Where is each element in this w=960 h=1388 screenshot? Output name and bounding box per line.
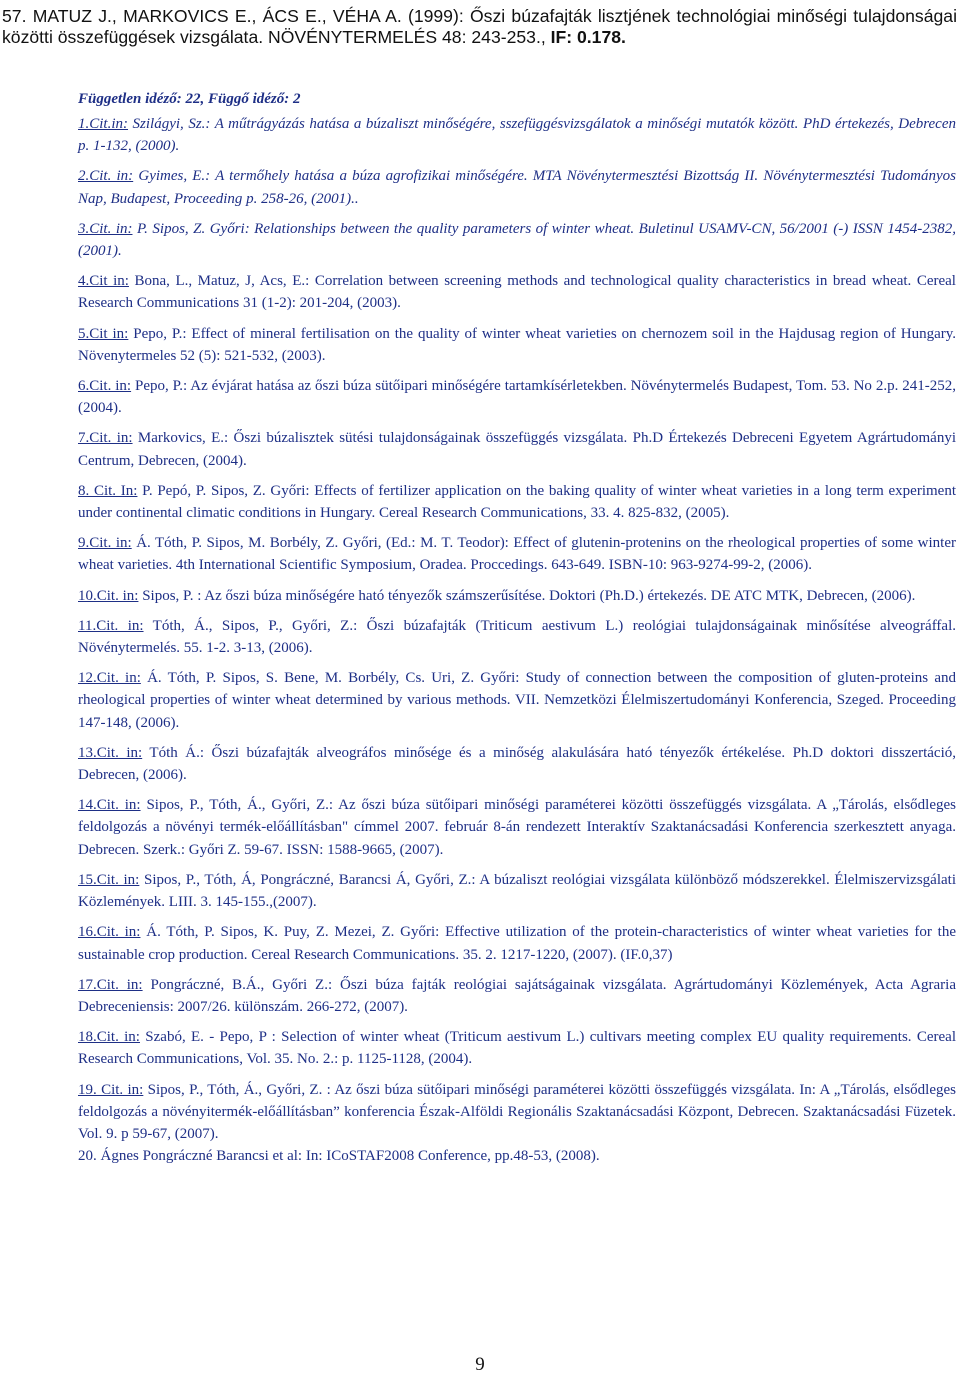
citation-text: Sipos, P., Tóth, Á., Győri, Z.: Az őszi búza sütőipari minőségi paraméterei közötti összefüggés vizsgálata. A „Tárolás, elsődleges feldolgozás a növényi termék-előállításban" címmel 2007. február 8-án rendezett Interaktív Szaktanácsadási Konferencia szerkesztett anyaga. Debrecen. Szerk.: Győri Z. 59-67. ISSN: 1588-9665, (2007). <box>78 797 956 858</box>
citation-label: 18.Cit. in: <box>78 1029 140 1046</box>
citation-item-3 <box>78 218 956 262</box>
citation-label: 6.Cit. in: <box>78 378 132 395</box>
independent-citations-count: Független idéző: 22, Függő idéző: 2 <box>78 91 301 107</box>
citation-text: Á. Tóth, P. Sipos, M. Borbély, Z. Győri, (Ed.: M. T. Teodor): Effect of glutenin-protenins on the rheological properties of some winter wheat varieties. 4th International Scientific Symposium, Oradea. Proccedings. 643-649. ISBN-10: 963-9274-99-2, (2006). <box>78 535 956 574</box>
citation-label: 12.Cit. in: <box>78 670 141 687</box>
citation-text: Pongráczné, B.Á., Győri Z.: Őszi búza fajták reológiai sajátságainak vizsgálata. Agrártudományi Közlemények, Acta Agraria Debreceniensis: 2007/26. különszám. 266-272, (2007). <box>78 976 956 1015</box>
impact-factor: IF: 0.178. <box>550 27 626 47</box>
citation-item-5 <box>78 323 956 367</box>
citation-label: 10.Cit. in: <box>78 587 139 604</box>
citation-text: P. Pepó, P. Sipos, Z. Győri: Effects of fertilizer application on the baking quality of winter wheat varieties in a long term experiment under continental climatic conditions in Hungary. Cereal Research Communications, 33. 4. 825-832, (2005). <box>78 482 956 522</box>
citation-text: Szabó, E. - Pepo, P : Selection of winter wheat (Triticum aestivum L.) cultivars meeting complex EU quality requirements. Cereal Research Communications, Vol. 35. No. 2.: p. 1125-1128, (2004). <box>78 1029 956 1068</box>
citation-label: 9.Cit. in: <box>78 535 132 552</box>
citation-item-9 <box>78 532 956 576</box>
citation-text: Markovics, E.: Őszi búzalisztek sütési tulajdonságainak összefüggés vizsgálata. Ph.D Értekezés Debreceni Egyetem Agrártudományi Centrum, Debrecen, (2004). <box>78 430 956 469</box>
citation-label: 4.Cit in: <box>78 273 129 290</box>
citation-text: Sipos, P. : Az őszi búza minőségére ható tényezők számszerűsítése. Doktori (Ph.D.) értekezés. DE ATC MTK, Debrecen, (2006). <box>138 587 916 604</box>
citation-text: Tóth, Á., Sipos, P., Győri, Z.: Őszi búzafajták (Triticum aestivum L.) reológiai tulajdonságainak minősítése alveográffal. Növénytermelés. 55. 1-2. 3-13, (2006). <box>78 617 956 657</box>
citation-list <box>78 113 956 1175</box>
citation-text: Sipos, P., Tóth, Á, Pongráczné, Barancsi Á, Győri, Z.: A búzaliszt reológiai vizsgálata különböző módszerekkel. Élelmiszervizsgálati Közlemények. LIII. 3. 145-155.,(2007). <box>78 871 956 911</box>
citation-label: 14.Cit. in: <box>78 797 141 814</box>
citation-text: Pepo, P.: Effect of mineral fertilisation on the quality of winter wheat varieties on chernozem soil in the Hajdusag region of Hungary. Növenytermeles 52 (5): 521-532, (2003). <box>78 325 957 364</box>
page-number: 9 <box>475 1354 485 1375</box>
citation-label: 15.Cit. in: <box>78 871 140 888</box>
citation-item-6 <box>78 375 956 419</box>
citation-text: Á. Tóth, P. Sipos, K. Puy, Z. Mezei, Z. Győri: Effective utilization of the protein-characteristics of winter wheat varieties for the sustainable crop production. Cereal Research Communications. 35. 2. 1217-1220, (2007). (IF.0,37) <box>78 924 956 963</box>
citation-text: Tóth Á.: Őszi búzafajták alveográfos minősége és a minőség alakulására ható tényezők értékelése. Ph.D doktori disszertáció, Debrecen, (2006). <box>78 744 956 784</box>
citation-item-4 <box>78 270 956 314</box>
citation-label: 8. Cit. In: <box>78 482 138 499</box>
citation-label: 16.Cit. in: <box>78 924 141 941</box>
citation-label: 13.Cit. in: <box>78 744 143 761</box>
citation-text: P. Sipos, Z. Győri: Relationships between the quality parameters of winter wheat. Buletinul USAMV-CN, 56/2001 (-) ISSN 1454-2382, (2001). <box>78 220 956 260</box>
citation-label: 19. Cit. in: <box>78 1081 144 1098</box>
citation-item-15 <box>78 869 956 913</box>
citation-text: Á. Tóth, P. Sipos, S. Bene, M. Borbély, Cs. Uri, Z. Győri: Study of connection between the composition of gluten-proteins and rheological properties of winter wheat determined by various methods. VII. Nemzetközi Élelmiszertudományi Konferencia, Szeged. Proceeding 147-148, (2006). <box>78 670 956 731</box>
citation-label: 2.Cit. in: <box>78 168 134 185</box>
citation-text: Bona, L., Matuz, J, Acs, E.: Correlation between screening methods and technological quality characteristics in bread wheat. Cereal Research Communications 31 (1-2): 201-204, (2003). <box>78 273 956 312</box>
citation-item-8 <box>78 480 956 524</box>
citation-label: 7.Cit. in: <box>78 430 133 447</box>
citation-item-1 <box>78 113 956 157</box>
citation-text: Szilágyi, Sz.: A műtrágyázás hatása a búzaliszt minőségére, sszefüggésvizsgálatok a minőségi mutatók között. PhD értekezés, Debrecen p. 1-132, (2000). <box>78 116 956 155</box>
citation-item-7 <box>78 427 956 471</box>
citation-item-14 <box>78 794 956 861</box>
citation-label: 1.Cit.in: <box>78 116 129 132</box>
citation-item-13 <box>78 742 956 786</box>
main-reference <box>2 6 957 48</box>
citation-item-19 <box>78 1079 956 1146</box>
citation-text: Sipos, P., Tóth, Á., Győri, Z. : Az őszi búza sütőipari minőségi paraméterei közötti összefüggés vizsgálata. In: A „Tárolás, elsődleges feldolgozás a növényitermék-előállításban” konferencia Észak-Alföldi Regionális Szaktanácsadási Központ, Debrecen. Szaktanácsadási Füzetek. Vol. 9. p 59-67, (2007). <box>78 1081 956 1142</box>
citation-item-12 <box>78 667 956 734</box>
citation-label: 17.Cit. in: <box>78 976 143 993</box>
citation-item-16 <box>78 921 956 965</box>
citation-label: 3.Cit. in: <box>78 220 133 237</box>
citation-item-18 <box>78 1026 956 1070</box>
citation-item-17 <box>78 974 956 1018</box>
citation-item-11 <box>78 615 956 659</box>
citation-label: 5.Cit in: <box>78 325 129 342</box>
citation-item-20 <box>78 1145 956 1167</box>
main-reference-text: 57. MATUZ J., MARKOVICS E., ÁCS E., VÉHA A. (1999): Őszi búzafajták lisztjének technológiai minőségi tulajdonságai közötti összefüggések vizsgálata. NÖVÉNYTERMELÉS 48: 243-253., <box>2 6 957 47</box>
citation-text: Pepo, P.: Az évjárat hatása az őszi búza sütőipari minőségére tartamkísérletekben. Növénytermelés Budapest, Tom. 53. No 2.p. 241-252, (2004). <box>78 378 956 417</box>
citation-item-10 <box>78 585 956 607</box>
citation-text: Gyimes, E.: A termőhely hatása a búza agrofizikai minőségére. MTA Növénytermesztési Bizottság II. Növénytermesztési Tudományos Nap, Budapest, Proceeding p. 258-26, (2001).. <box>78 168 956 207</box>
citation-label: 11.Cit. in: <box>78 617 144 634</box>
citation-item-2 <box>78 165 956 209</box>
citation-text: 20. Ágnes Pongráczné Barancsi et al: In: ICoSTAF2008 Conference, pp.48-53, (2008). <box>78 1148 600 1165</box>
